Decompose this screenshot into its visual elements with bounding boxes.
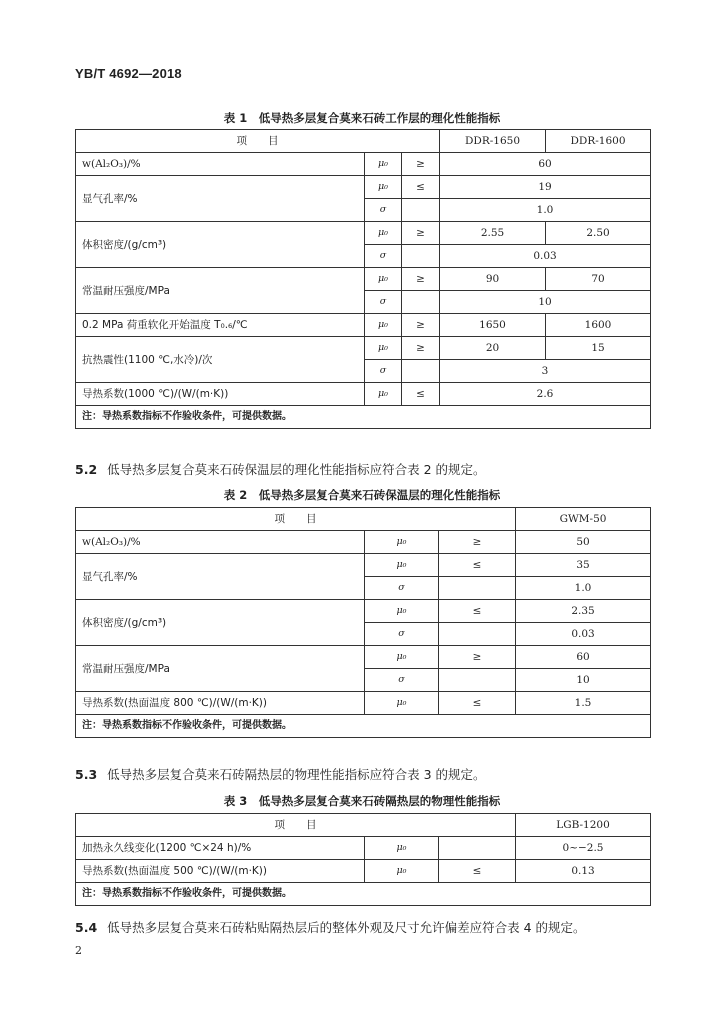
table1-caption: 表 1 低导热多层复合莫来石砖工作层的理化性能指标 <box>223 111 501 125</box>
table-row <box>76 268 651 291</box>
row-label: 抗热震性(1100 ℃,水冷)/次 <box>76 337 365 383</box>
symbol-cell: μ₀ <box>365 314 402 337</box>
value-cell: 2.50 <box>546 222 651 245</box>
operator-cell: ≤ <box>439 554 516 577</box>
clause-5-4 <box>75 918 586 936</box>
table2-caption: 表 2 低导热多层复合莫来石砖保温层的理化性能指标 <box>223 488 501 502</box>
row-label: 显气孔率/% <box>76 554 365 600</box>
symbol-cell: μ₀ <box>365 383 402 406</box>
operator-cell: ≤ <box>439 600 516 623</box>
value-cell: 90 <box>440 268 546 291</box>
symbol-cell: σ <box>365 669 439 692</box>
column-header-item: 项 目 <box>76 130 440 153</box>
column-header-grade: GWM-50 <box>516 508 651 531</box>
standard-code: YB/T 4692—2018 <box>75 66 182 81</box>
value-cell: 10 <box>516 669 651 692</box>
operator-cell: ≥ <box>402 314 440 337</box>
table-row <box>76 130 651 153</box>
operator-cell: ≥ <box>402 222 440 245</box>
symbol-cell: μ₀ <box>365 554 439 577</box>
value-cell: 0.03 <box>440 245 651 268</box>
symbol-cell: μ₀ <box>365 153 402 176</box>
value-cell: 0~−2.5 <box>516 837 651 860</box>
column-header-item: 项 目 <box>76 508 516 531</box>
value-cell: 50 <box>516 531 651 554</box>
table-row <box>76 814 651 837</box>
value-cell: 60 <box>440 153 651 176</box>
table-row <box>76 692 651 715</box>
value-cell: 2.35 <box>516 600 651 623</box>
row-label: 0.2 MPa 荷重软化开始温度 T₀.₆/℃ <box>76 314 365 337</box>
value-cell: 1.0 <box>516 577 651 600</box>
operator-cell <box>439 837 516 860</box>
value-cell: 35 <box>516 554 651 577</box>
symbol-cell: μ₀ <box>365 837 439 860</box>
symbol-cell: μ₀ <box>365 268 402 291</box>
value-cell: 70 <box>546 268 651 291</box>
operator-cell <box>402 245 440 268</box>
symbol-cell: σ <box>365 245 402 268</box>
row-label: 常温耐压强度/MPa <box>76 268 365 314</box>
symbol-cell: σ <box>365 291 402 314</box>
table-row <box>76 837 651 860</box>
table-row <box>76 406 651 429</box>
value-cell: 1.5 <box>516 692 651 715</box>
column-header-item: 项 目 <box>76 814 516 837</box>
column-header-grade: DDR-1600 <box>546 130 651 153</box>
table-row <box>76 383 651 406</box>
table-note: 注：导热系数指标不作验收条件，可提供数据。 <box>76 715 651 738</box>
row-label: 加热永久线变化(1200 ℃×24 h)/% <box>76 837 365 860</box>
table2 <box>75 507 651 738</box>
table-row <box>76 337 651 360</box>
table-row <box>76 600 651 623</box>
page-number: 2 <box>75 944 82 957</box>
value-cell: 10 <box>440 291 651 314</box>
table-row <box>76 531 651 554</box>
row-label: 导热系数(1000 ℃)/(W/(m·K)) <box>76 383 365 406</box>
operator-cell: ≤ <box>402 176 440 199</box>
value-cell: 1650 <box>440 314 546 337</box>
symbol-cell: μ₀ <box>365 176 402 199</box>
operator-cell: ≥ <box>402 337 440 360</box>
value-cell: 15 <box>546 337 651 360</box>
clause-number: 5.4 <box>75 920 98 935</box>
row-label: 体积密度/(g/cm³) <box>76 222 365 268</box>
operator-cell: ≤ <box>439 692 516 715</box>
value-cell: 1600 <box>546 314 651 337</box>
row-label: 显气孔率/% <box>76 176 365 222</box>
table-row <box>76 153 651 176</box>
operator-cell: ≥ <box>439 531 516 554</box>
table-row <box>76 222 651 245</box>
symbol-cell: μ₀ <box>365 646 439 669</box>
symbol-cell: μ₀ <box>365 337 402 360</box>
clause-number: 5.3 <box>75 767 98 782</box>
operator-cell: ≥ <box>439 646 516 669</box>
table3-caption: 表 3 低导热多层复合莫来石砖隔热层的物理性能指标 <box>223 794 501 808</box>
operator-cell <box>402 291 440 314</box>
value-cell: 1.0 <box>440 199 651 222</box>
value-cell: 2.6 <box>440 383 651 406</box>
table-row <box>76 715 651 738</box>
clause-text: 低导热多层复合莫来石砖保温层的理化性能指标应符合表 2 的规定。 <box>107 462 486 477</box>
operator-cell <box>402 360 440 383</box>
symbol-cell: σ <box>365 577 439 600</box>
operator-cell <box>402 199 440 222</box>
table-row <box>76 176 651 199</box>
symbol-cell: σ <box>365 360 402 383</box>
clause-text: 低导热多层复合莫来石砖粘贴隔热层后的整体外观及尺寸允许偏差应符合表 4 的规定。 <box>107 920 586 935</box>
symbol-cell: μ₀ <box>365 860 439 883</box>
operator-cell <box>439 577 516 600</box>
row-label: 导热系数(热面温度 800 ℃)/(W/(m·K)) <box>76 692 365 715</box>
table-note: 注：导热系数指标不作验收条件，可提供数据。 <box>76 883 651 906</box>
operator-cell <box>439 623 516 646</box>
value-cell: 60 <box>516 646 651 669</box>
symbol-cell: μ₀ <box>365 600 439 623</box>
value-cell: 2.55 <box>440 222 546 245</box>
table-row <box>76 508 651 531</box>
symbol-cell: σ <box>365 623 439 646</box>
table-row <box>76 554 651 577</box>
row-label: w(Al₂O₃)/% <box>76 531 365 554</box>
operator-cell <box>439 669 516 692</box>
column-header-grade: DDR-1650 <box>440 130 546 153</box>
symbol-cell: μ₀ <box>365 692 439 715</box>
operator-cell: ≤ <box>402 383 440 406</box>
value-cell: 0.13 <box>516 860 651 883</box>
operator-cell: ≤ <box>439 860 516 883</box>
clause-5-2 <box>75 460 486 478</box>
clause-5-3 <box>75 765 486 783</box>
table1 <box>75 129 651 429</box>
row-label: 常温耐压强度/MPa <box>76 646 365 692</box>
table-row <box>76 860 651 883</box>
symbol-cell: μ₀ <box>365 222 402 245</box>
value-cell: 0.03 <box>516 623 651 646</box>
value-cell: 3 <box>440 360 651 383</box>
row-label: w(Al₂O₃)/% <box>76 153 365 176</box>
symbol-cell: σ <box>365 199 402 222</box>
value-cell: 19 <box>440 176 651 199</box>
table-row <box>76 883 651 906</box>
table-note: 注：导热系数指标不作验收条件，可提供数据。 <box>76 406 651 429</box>
table3 <box>75 813 651 906</box>
column-header-grade: LGB-1200 <box>516 814 651 837</box>
row-label: 体积密度/(g/cm³) <box>76 600 365 646</box>
operator-cell: ≥ <box>402 268 440 291</box>
table-row <box>76 646 651 669</box>
clause-number: 5.2 <box>75 462 98 477</box>
clause-text: 低导热多层复合莫来石砖隔热层的物理性能指标应符合表 3 的规定。 <box>107 767 486 782</box>
row-label: 导热系数(热面温度 500 ℃)/(W/(m·K)) <box>76 860 365 883</box>
table-row <box>76 314 651 337</box>
value-cell: 20 <box>440 337 546 360</box>
operator-cell: ≥ <box>402 153 440 176</box>
symbol-cell: μ₀ <box>365 531 439 554</box>
